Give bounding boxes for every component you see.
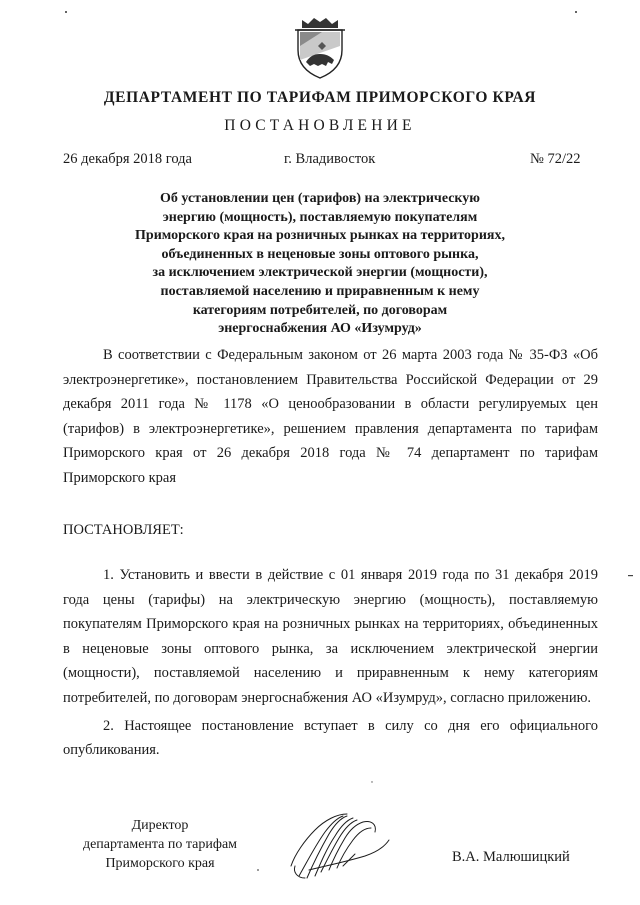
- title-line: объединенных в неценовые зоны оптового рынка,: [161, 246, 479, 262]
- basis-paragraph: [63, 343, 598, 491]
- item-2: 2. Настоящее постановление вступает в силу со дня его официального опубликования.: [63, 717, 598, 759]
- title-line: Об установлении цен (тарифов) на электрическую: [159, 191, 480, 206]
- item-1: 1. Установить и ввести в действие с 01 января 2019 года по 31 декабря 2019 года цены (тарифы) на электрическую энергию (мощность), поставляемую покупателям Приморского края на розничных рынках на территориях, объединенных в неценовые зоны оптового рынка, за исключением электрической энергии (мощности), поставляемой населению и приравненным к нему категориям потребителей, по договорам энергоснабжения АО «Изумруд», согласно приложению.: [63, 567, 598, 706]
- document-type: ПОСТАНОВЛЕНИЕ: [224, 117, 416, 134]
- decree-heading: ПОСТАНОВЛЯЕТ:: [63, 522, 184, 538]
- document-date: 26 декабря 2018 года: [63, 151, 192, 167]
- document-number: № 72/22: [530, 151, 581, 167]
- title-line: энергию (мощность), поставляемую покупателям: [162, 209, 478, 225]
- basis-text: В соответствии с Федеральным законом от 26 марта 2003 года № 35-ФЗ «Об электроэнергетике», постановлением Правительства Российской Федерации от 29 декабря 2011 года № 1178 «О ценообразовании в области регулируемых цен (тарифов) в электроэнергетике», решением правления департамента по тарифам Приморского края от 26 декабря 2018 года № 74 департамент по тарифам Приморского края: [63, 347, 598, 486]
- title-line: энергоснабжения АО «Изумруд»: [218, 321, 422, 337]
- signatory-name: В.А. Малюшицкий: [452, 849, 570, 865]
- title-line: Приморского края на розничных рынках на территориях,: [135, 228, 505, 244]
- document-title: [105, 190, 535, 339]
- signatory-title-line: Директор: [131, 818, 189, 833]
- title-line: за исключением электрической энергии (мощности),: [152, 265, 488, 281]
- decree-items: [63, 563, 598, 763]
- title-line: категориям потребителей, по договорам: [192, 302, 448, 318]
- signatory-title-line: Приморского края: [105, 856, 215, 871]
- coat-of-arms-icon: [292, 16, 348, 80]
- signatory-title: [60, 816, 260, 873]
- document-city: г. Владивосток: [284, 151, 376, 167]
- signatory-title-line: департамента по тарифам: [82, 837, 238, 852]
- signature-scribble: [285, 806, 395, 884]
- department-name: ДЕПАРТАМЕНТ ПО ТАРИФАМ ПРИМОРСКОГО КРАЯ: [103, 89, 537, 106]
- title-line: поставляемой населению и приравненным к нему: [160, 283, 480, 299]
